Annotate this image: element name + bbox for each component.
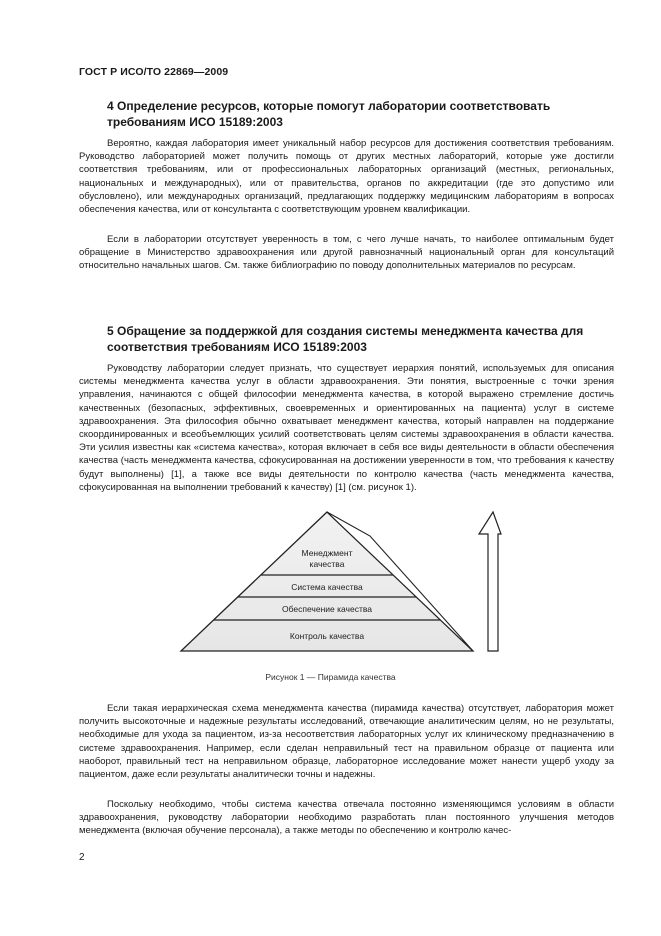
- after-figure-paragraph-2: Поскольку необходимо, чтобы система качества отвечала постоянно изменяющимся условиям в области здравоохранения, руководству лаборатории необходимо разработать план постоянного улучшения методов менеджмента (включая обучение персонала), а также методы по обеспечению и контролю качес-: [79, 799, 614, 837]
- running-head: ГОСТ Р ИСО/ТО 22869—2009: [79, 66, 229, 78]
- section-4-paragraph-1: Вероятно, каждая лаборатория имеет уникальный набор ресурсов для достижения соответствия требованиям. Руководство лабораторией может получить помощь от других местных лабораторий, которые уже достигли соответствия требованиям, или от профессиональных лабораторных организаций (местных, региональных, национальных и международных), или от правительства, органов по аккредитации (где это допустимо или обусловлено), или международных организаций, предлагающих поддержку медицинским лабораториям в вопросах обеспечения качества, или от консультанта с соответствующим уровнем квалификации.: [79, 138, 614, 216]
- page-number: 2: [79, 852, 85, 863]
- quality-pyramid-figure: [175, 508, 510, 658]
- section-4-title: 4 Определение ресурсов, которые помогут лаборатории соответствовать требованиям ИСО 15189:2003: [107, 99, 551, 129]
- level-label-control: Контроль качества: [289, 631, 365, 641]
- level-label-management-line2: качества: [309, 559, 345, 569]
- after-figure-paragraph-1: Если такая иерархическая схема менеджмента качества (пирамида качества) отсутствует, лаборатория может получить высокоточные и надежные результаты исследований, отвечающие аналитическим целям, но не результаты, необходимые для ухода за пациентом, из-за несоответствия лабораторных услуг их клиническому предназначению в системе здравоохранения. Например, если сделан неправильный тест на правильном образце от пациента или наоборот, правильный тест на неправильном образце, лабораторное исследование может нанести ущерб уходу за пациентом, даже если результаты аналитически точны и надежны.: [79, 703, 614, 781]
- level-label-management-line1: Менеджмент: [301, 548, 353, 558]
- section-4-paragraph-2: Если в лаборатории отсутствует уверенность в том, с чего лучше начать, то наиболее оптимальным будет обращение в Министерство здравоохранения или другой равнозначный национальный орган для консультаций относительно начальных шагов. См. также библиографию по поводу дополнительных материалов по ресурсам.: [79, 234, 614, 272]
- level-label-system: Система качества: [291, 582, 363, 592]
- section-5-title: 5 Обращение за поддержкой для создания системы менеджмента качества для соответствия требованиям ИСО 15189:2003: [107, 324, 584, 354]
- section-5-paragraph-1: Руководству лаборатории следует признать, что существует иерархия понятий, используемых для описания системы менеджмента качества услуг в области здравоохранения. Эти понятия, выстроенные с точки зрения управления, начинаются с общей философии менеджмента качества, в которой выражено стремление достичь качественных (безопасных, эффективных, своевременных и ориентированных на пациента) услуг в системе здравоохранения. Эта философия обычно охватывает менеджмент качества, который направлен на поддержание скоординированных и всеобъемлющих усилий соответствовать целям системы здравоохранения в области качества. Эти усилия известны как «система качества», которая включает в себя все виды деятельности в области обеспечения качества (часть менеджмента качества, сфокусированная на достижении уверенности в том, что требования к качеству будут выполнены) [1], а также все виды деятельности по контролю качества (часть менеджмента качества, сфокусированная на выполнении требований к качеству) [1] (см. рисунок 1).: [79, 363, 614, 493]
- level-label-assurance: Обеспечение качества: [282, 604, 372, 614]
- up-arrow-icon: [479, 512, 501, 651]
- figure-caption: Рисунок 1 — Пирамида качества: [265, 672, 396, 682]
